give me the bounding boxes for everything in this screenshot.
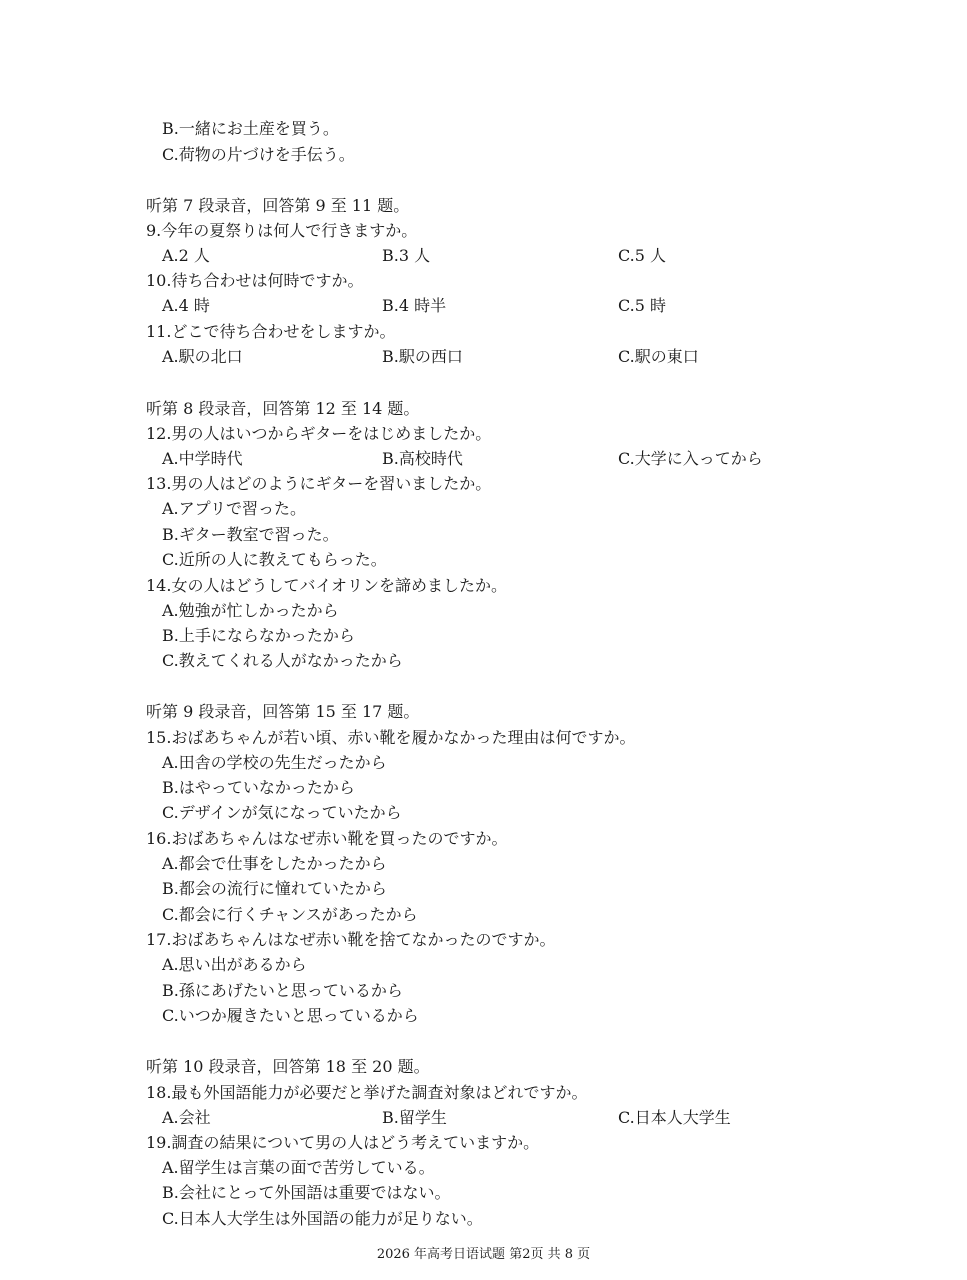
option-c: C.デザインが気になっていたから — [162, 803, 402, 822]
question-10: 10.待ち合わせは何時ですか。 — [146, 271, 364, 290]
option-c: C.近所の人に教えてもらった。 — [162, 550, 387, 569]
option-b: B.孫にあげたいと思っているから — [162, 981, 403, 1000]
page-footer: 2026 年高考日语试题 第2页 共 8 页 — [376, 1247, 591, 1262]
option-c: C.5 人 — [618, 246, 667, 265]
option-b: B.一緒にお土産を買う。 — [162, 119, 339, 138]
option-a: A.2 人 — [162, 246, 210, 265]
option-b: B.はやっていなかったから — [162, 778, 355, 797]
section-header: 听第 9 段录音，回答第 15 至 17 题。 — [146, 702, 420, 721]
option-b: B.会社にとって外国語は重要ではない。 — [162, 1183, 451, 1202]
option-c: C.駅の東口 — [618, 347, 699, 366]
section-header: 听第 8 段录音，回答第 12 至 14 题。 — [146, 399, 420, 418]
question-11: 11.どこで待ち合わせをしますか。 — [146, 322, 396, 341]
option-c: C.荷物の片づけを手伝う。 — [162, 145, 355, 164]
question-9: 9.今年の夏祭りは何人で行きますか。 — [146, 221, 418, 240]
option-c: C.大学に入ってから — [618, 449, 763, 468]
option-b: B.留学生 — [382, 1108, 447, 1127]
option-c: C.日本人大学生は外国語の能力が足りない。 — [162, 1209, 483, 1228]
option-c: C.いつか履きたいと思っているから — [162, 1006, 419, 1025]
option-b: B.上手にならなかったから — [162, 626, 355, 645]
section-header: 听第 7 段录音，回答第 9 至 11 题。 — [146, 196, 410, 215]
option-b: B.都会の流行に憧れていたから — [162, 879, 387, 898]
option-a: A.田舎の学校の先生だったから — [162, 753, 387, 772]
question-16: 16.おばあちゃんはなぜ赤い靴を買ったのですか。 — [146, 829, 508, 848]
question-17: 17.おばあちゃんはなぜ赤い靴を捨てなかったのですか。 — [146, 930, 556, 949]
option-b: B.ギター教室で習った。 — [162, 525, 339, 544]
option-a: A.勉強が忙しかったから — [162, 601, 339, 620]
question-15: 15.おばあちゃんが若い頃、赤い靴を履かなかった理由は何ですか。 — [146, 728, 636, 747]
option-a: A.アプリで習った。 — [162, 499, 307, 518]
option-b: B.3 人 — [382, 246, 431, 265]
option-c: C.教えてくれる人がなかったから — [162, 651, 403, 670]
option-c: C.日本人大学生 — [618, 1108, 731, 1127]
question-18: 18.最も外国語能力が必要だと挙げた調査対象はどれですか。 — [146, 1083, 588, 1102]
section-header: 听第 10 段录音，回答第 18 至 20 题。 — [146, 1057, 430, 1076]
option-b: B.高校時代 — [382, 449, 463, 468]
option-a: A.4 時 — [162, 296, 210, 315]
option-a: A.留学生は言葉の面で苦労している。 — [162, 1158, 435, 1177]
option-c: C.都会に行くチャンスがあったから — [162, 905, 418, 924]
question-19: 19.調査の結果について男の人はどう考えていますか。 — [146, 1133, 540, 1152]
option-a: A.駅の北口 — [162, 347, 243, 366]
option-a: A.会社 — [162, 1108, 211, 1127]
option-a: A.思い出があるから — [162, 955, 307, 974]
option-c: C.5 時 — [618, 296, 667, 315]
question-14: 14.女の人はどうしてバイオリンを諦めましたか。 — [146, 576, 507, 595]
question-13: 13.男の人はどのようにギターを習いましたか。 — [146, 474, 492, 493]
option-a: A.中学時代 — [162, 449, 243, 468]
option-a: A.都会で仕事をしたかったから — [162, 854, 387, 873]
option-b: B.4 時半 — [382, 296, 447, 315]
option-b: B.駅の西口 — [382, 347, 463, 366]
question-12: 12.男の人はいつからギターをはじめましたか。 — [146, 424, 492, 443]
